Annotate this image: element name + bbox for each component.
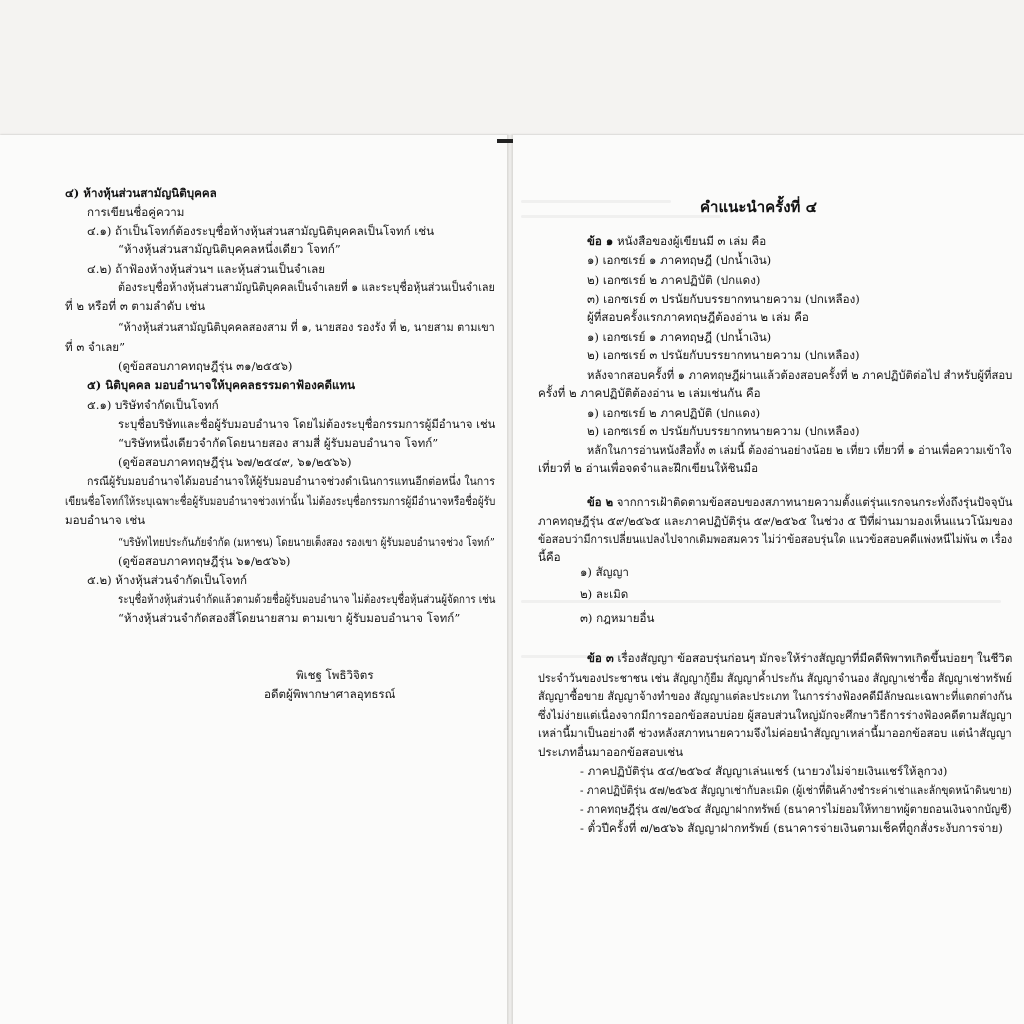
section-5-1-reference: (ดูข้อสอบภาคทฤษฎีรุ่น ๖๗/๒๕๔๙, ๖๑/๒๕๖๖)	[118, 455, 352, 469]
page-title: คำแนะนำครั้งที่ ๔	[700, 198, 817, 216]
item-3-line: ประเภทอื่นมาออกข้อสอบเช่น	[538, 745, 684, 759]
reading-rule: หลักในการอ่านหนังสือทั้ง ๓ เล่มนี้ ต้องอ่านอย่างน้อย ๒ เที่ยว เที่ยวที่ ๑ อ่านเพื่อความเข้าใจ	[587, 443, 1012, 457]
first-exam-book: ๑) เอกซเรย์ ๑ ภาคทฤษฎี (ปกน้ำเงิน)	[587, 330, 772, 344]
section-4-1-quote: “ห้างหุ้นส่วนสามัญนิติบุคคลหนึ่งเดียว โจทก์”	[118, 242, 341, 256]
sub-delegation-quote: “บริษัทไทยประกันภัยจำกัด (มหาชน) โดยนายเต็งสอง รองเขา ผู้รับมอบอำนาจช่วง โจทก์”	[118, 535, 495, 549]
author-name: พิเชฐ โพธิวิจิตร	[296, 668, 374, 682]
second-exam-book: ๒) เอกซเรย์ ๓ ปรนัยกับบรรยากทนายความ (ปกเหลือง)	[587, 424, 860, 438]
section-4-1-title: ๔.๑) ถ้าเป็นโจทก์ต้องระบุชื่อห้างหุ้นส่วนสามัญนิติบุคคลเป็นโจทก์ เช่น	[87, 224, 435, 238]
section-4-2-body-cont: ที่ ๒ หรือที่ ๓ ตามลำดับ เช่น	[65, 299, 206, 313]
second-exam-paragraph-cont: ครั้งที่ ๒ ภาคปฏิบัติต้องอ่าน ๒ เล่มเช่นกัน คือ	[538, 386, 761, 400]
book-gutter	[507, 135, 513, 1024]
contract-example: - ภาคทฤษฎีรุ่น ๕๗/๒๕๖๔ สัญญาฝากทรัพย์ (ธนาคารไม่ยอมให้ทายาทผู้ตายถอนเงินจากบัญชี)	[580, 802, 1012, 816]
topic-list-item: ๒) ละเมิด	[580, 587, 629, 601]
section-4-2-quote: “ห้างหุ้นส่วนสามัญนิติบุคคลสองสาม ที่ ๑, นายสอง รองรัง ที่ ๒, นายสาม ตามเขา	[118, 320, 495, 334]
contract-example: - ภาคปฏิบัติรุ่น ๕๔/๒๕๖๔ สัญญาเล่นแชร์ (นายวงไม่จ่ายเงินแชร์ให้ลูกวง)	[580, 764, 948, 778]
item-2	[587, 495, 1013, 510]
second-exam-book: ๑) เอกซเรย์ ๒ ภาคปฏิบัติ (ปกแดง)	[587, 406, 761, 420]
item-3-line: สัญญาซื้อขาย สัญญาจ้างทำของ สัญญาแต่ละประเภท ในการร่างฟ้องคดีมีลักษณะเฉพาะที่แตกต่างกัน	[538, 689, 1013, 703]
item-2-label: ข้อ ๒	[587, 495, 614, 509]
section-5-1-quote: “บริษัทหนึ่งเดียวจำกัดโดยนายสอง สามสี่ ผู้รับมอบอำนาจ โจทก์”	[118, 436, 439, 450]
reading-rule-cont: เที่ยวที่ ๒ อ่านเพื่อจดจำและฝึกเขียนให้ชินมือ	[538, 461, 759, 475]
section-5-1-title: ๕.๑) บริษัทจำกัดเป็นโจทก์	[87, 398, 219, 412]
bleed-through-line	[521, 215, 721, 218]
contract-example: - ตั๋วปีครั้งที่ ๗/๒๕๖๖ สัญญาฝากทรัพย์ (ธนาคารจ่ายเงินตามเช็คที่ถูกสั่งระงับการจ่าย)	[580, 821, 1003, 835]
section-5-2-title: ๕.๒) ห้างหุ้นส่วนจำกัดเป็นโจทก์	[87, 573, 247, 587]
book-list-item: ๑) เอกซเรย์ ๑ ภาคทฤษฎี (ปกน้ำเงิน)	[587, 253, 772, 267]
contract-example: - ภาคปฏิบัติรุ่น ๕๗/๒๕๖๕ สัญญาเช่ากับละเมิด (ผู้เช่าที่ดินค้างชำระค่าเช่าและลักขุดหน้าดินขาย)	[580, 783, 1012, 797]
book-list-item: ๓) เอกซเรย์ ๓ ปรนัยกับบรรยากทนายความ (ปกเหลือง)	[587, 292, 860, 306]
item-1	[587, 234, 766, 249]
gutter-mark	[497, 139, 513, 143]
section-4-2-body: ต้องระบุชื่อห้างหุ้นส่วนสามัญนิติบุคคลเป็นจำเลยที่ ๑ และระบุชื่อหุ้นส่วนเป็นจำเลย	[118, 280, 495, 294]
author-title: อดีตผู้พิพากษาศาลอุทธรณ์	[264, 687, 396, 701]
section-5-1-body: ระบุชื่อบริษัทและชื่อผู้รับมอบอำนาจ โดยไม่ต้องระบุชื่อกรรมการผู้มีอำนาจ เช่น	[118, 417, 496, 431]
first-exam-heading: ผู้ที่สอบครั้งแรกภาคทฤษฎีต้องอ่าน ๒ เล่ม คือ	[587, 310, 809, 324]
item-2-line: ข้อสอบว่ามีการเปลี่ยนแปลงไปจากเดิมพอสมควร ไม่ว่าข้อสอบรุ่นใด แนวข้อสอบคดีแพ่งหนีไม่พ้น ๓ เรื่อง	[538, 532, 1013, 546]
item-3-label: ข้อ ๓	[587, 651, 614, 665]
item-3-line: ซึ่งไม่ง่ายแต่เนื่องจากมีการออกข้อสอบบ่อย ผู้สอบส่วนใหญ่มักจะศึกษาวิธีการร่างฟ้องคดีตามสัญญา	[538, 708, 1013, 722]
item-3-line: เหล่านี้มาเป็นอย่างดี ช่วงหลังสภาทนายความจึงไม่ค่อยนำสัญญาเหล่านี้มาออกข้อสอบ แต่นำสัญญา	[538, 726, 1012, 740]
sub-delegation-paragraph-3: มอบอำนาจ เช่น	[65, 513, 146, 527]
section-5-heading: ๕) นิติบุคคล มอบอำนาจให้บุคคลธรรมดาฟ้องคดีแทน	[87, 378, 356, 392]
sub-delegation-paragraph: กรณีผู้รับมอบอำนาจได้มอบอำนาจให้ผู้รับมอบอำนาจช่วงดำเนินการแทนอีกต่อหนึ่ง ในการ	[87, 474, 495, 488]
second-exam-paragraph: หลังจากสอบครั้งที่ ๑ ภาคทฤษฎีผ่านแล้วต้องสอบครั้งที่ ๒ ภาคปฏิบัติต่อไป สำหรับผู้ที่สอบ	[587, 368, 1013, 382]
section-4-2-reference: (ดูข้อสอบภาคทฤษฎีรุ่น ๓๑/๒๕๕๖)	[118, 359, 293, 373]
section-4-heading: ๔) ห้างหุ้นส่วนสามัญนิติบุคคล	[65, 186, 217, 200]
item-2-line: ภาคทฤษฎีรุ่น ๕๙/๒๕๖๕ และภาคปฏิบัติรุ่น ๕๙/๒๕๖๕ ในช่วง ๕ ปีที่ผ่านมามองเห็นแนวโน้มของ	[538, 514, 1013, 528]
section-4-subheading: การเขียนชื่อคู่ความ	[87, 205, 185, 219]
topic-list-item: ๑) สัญญา	[580, 565, 629, 579]
item-2-line: นี้คือ	[538, 550, 561, 564]
first-exam-book: ๒) เอกซเรย์ ๓ ปรนัยกับบรรยากทนายความ (ปกเหลือง)	[587, 348, 860, 362]
topic-list-item: ๓) กฎหมายอื่น	[580, 611, 655, 625]
section-4-2-quote-cont: ที่ ๓ จำเลย”	[65, 340, 126, 354]
item-3	[587, 651, 1012, 666]
section-4-2-title: ๔.๒) ถ้าฟ้องห้างหุ้นส่วนฯ และหุ้นส่วนเป็นจำเลย	[87, 262, 326, 276]
book-list-item: ๒) เอกซเรย์ ๒ ภาคปฏิบัติ (ปกแดง)	[587, 273, 761, 287]
item-1-text: หนังสือของผู้เขียนมี ๓ เล่ม คือ	[616, 234, 767, 248]
item-3-text: เรื่องสัญญา ข้อสอบรุ่นก่อนๆ มักจะให้ร่างสัญญาที่มีคดีพิพาทเกิดขึ้นบ่อยๆ ในชีวิต	[617, 651, 1013, 665]
sub-delegation-paragraph-2: เขียนชื่อโจทก์ให้ระบุเฉพาะชื่อผู้รับมอบอำนาจช่วงเท่านั้น ไม่ต้องระบุชื่อกรรมการผู้มีอำนาจหรือชื่อผู้รับ	[65, 494, 496, 508]
item-1-label: ข้อ ๑	[587, 234, 614, 248]
section-5-2-body: ระบุชื่อห้างหุ้นส่วนจำกัดแล้วตามด้วยชื่อผู้รับมอบอำนาจ ไม่ต้องระบุชื่อหุ้นส่วนผู้จัดการ เช่น	[118, 592, 496, 606]
item-2-text: จากการเฝ้าติดตามข้อสอบของสภาทนายความตั้งแต่รุ่นแรกจนกระทั่งถึงรุ่นปัจจุบัน	[616, 495, 1013, 509]
item-3-line: ประจำวันของประชาชน เช่น สัญญากู้ยืม สัญญาค้ำประกัน สัญญาจำนอง สัญญาเช่าซื้อ สัญญาเช่าทรัพย์	[538, 671, 1013, 685]
section-5-2-quote: “ห้างหุ้นส่วนจำกัดสองสี่โดยนายสาม ตามเขา ผู้รับมอบอำนาจ โจทก์”	[118, 611, 461, 625]
bleed-through-line	[521, 200, 671, 203]
sub-delegation-reference: (ดูข้อสอบภาคทฤษฎีรุ่น ๖๑/๒๕๖๖)	[118, 554, 291, 568]
